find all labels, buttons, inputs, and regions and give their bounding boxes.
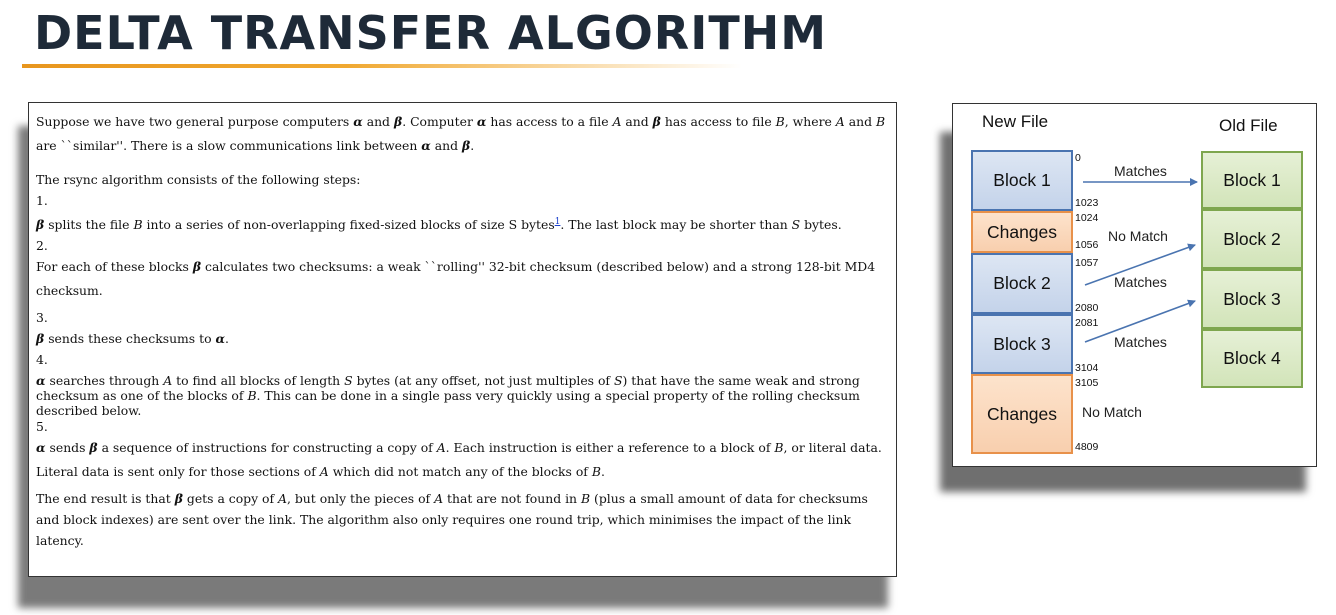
offset-label: 1057: [1075, 257, 1099, 269]
steps-intro: The rsync algorithm consists of the following steps:: [36, 172, 361, 187]
intro-paragraph: Suppose we have two general purpose computers α and β. Computer α has access to a file A and β has access to file B, where A and B are ``similar''. There is a slow communications link between α and β.: [36, 114, 886, 153]
new-block-3: Block 3: [971, 314, 1073, 374]
page-title: DELTA TRANSFER ALGORITHM: [34, 6, 827, 60]
step-5-text: α sends β a sequence of instructions for constructing a copy of A. Each instruction is either a reference to a block of B, or literal data. Literal data is sent only for those sections of A which did not match any of the blocks of B.: [36, 440, 882, 480]
text-panel: [28, 102, 897, 577]
arrow-block3-to-old-block3: [1085, 301, 1195, 342]
no-match-label-1: No Match: [1108, 228, 1168, 244]
rsync-diagram: [952, 103, 1317, 467]
new-block-2: Block 2: [971, 253, 1073, 314]
offset-label: 3104: [1075, 362, 1099, 374]
step-1-number: 1.: [36, 193, 48, 208]
offset-label: 0: [1075, 152, 1081, 164]
offset-label: 2081: [1075, 317, 1099, 329]
offset-label: 1024: [1075, 212, 1099, 224]
new-changes-1: Changes: [971, 211, 1073, 253]
step-2-text: For each of these blocks β calculates two checksums: a weak ``rolling'' 32-bit checksum (described below) and a strong 128-bit MD4 checksum.: [36, 259, 876, 299]
old-file-label: Old File: [1219, 116, 1278, 135]
match-arrows: [953, 104, 1316, 466]
new-changes-2: Changes: [971, 374, 1073, 454]
match-label-1: Matches: [1114, 163, 1167, 179]
offset-label: 4809: [1075, 441, 1099, 453]
step-4-text: α searches through A to find all blocks of length S bytes (at any offset, not just multiples of S) that have the same weak and strong checksum as one of the blocks of B. This can be done in a single pass very quickly using a special property of the rolling checksum described below.: [36, 373, 860, 419]
new-block-1: Block 1: [971, 150, 1073, 211]
step-4-number: 4.: [36, 352, 48, 368]
old-block-2: Block 2: [1201, 209, 1303, 269]
match-label-3: Matches: [1114, 334, 1167, 350]
arrow-block2-to-old-block2: [1085, 245, 1195, 285]
offset-label: 1023: [1075, 197, 1099, 209]
offset-label: 1056: [1075, 239, 1099, 251]
old-block-1: Block 1: [1201, 151, 1303, 209]
title-underline: [22, 64, 742, 68]
old-block-4: Block 4: [1201, 329, 1303, 388]
new-file-label: New File: [982, 112, 1049, 131]
footnote-link[interactable]: 1: [554, 217, 561, 227]
offset-label: 2080: [1075, 302, 1099, 314]
offset-label: 3105: [1075, 377, 1099, 389]
step-2-number: 2.: [36, 238, 48, 254]
no-match-label-2: No Match: [1082, 404, 1142, 420]
step-5-number: 5.: [36, 419, 48, 435]
match-label-2: Matches: [1114, 274, 1167, 290]
step-3-text: β sends these checksums to α.: [36, 331, 229, 347]
step-1-text: β splits the file B into a series of non-overlapping fixed-sized blocks of size S bytes$^1$. The last block may be shorter than S bytes.: [36, 217, 842, 233]
end-paragraph: The end result is that β gets a copy of A, but only the pieces of A that are not found in B (plus a small amount of data for checksums and block indexes) are sent over the link. The algorithm also only requires one round trip, which minimises the impact of the link latency.: [36, 491, 868, 549]
old-block-3: Block 3: [1201, 269, 1303, 329]
step-3-number: 3.: [36, 310, 48, 326]
